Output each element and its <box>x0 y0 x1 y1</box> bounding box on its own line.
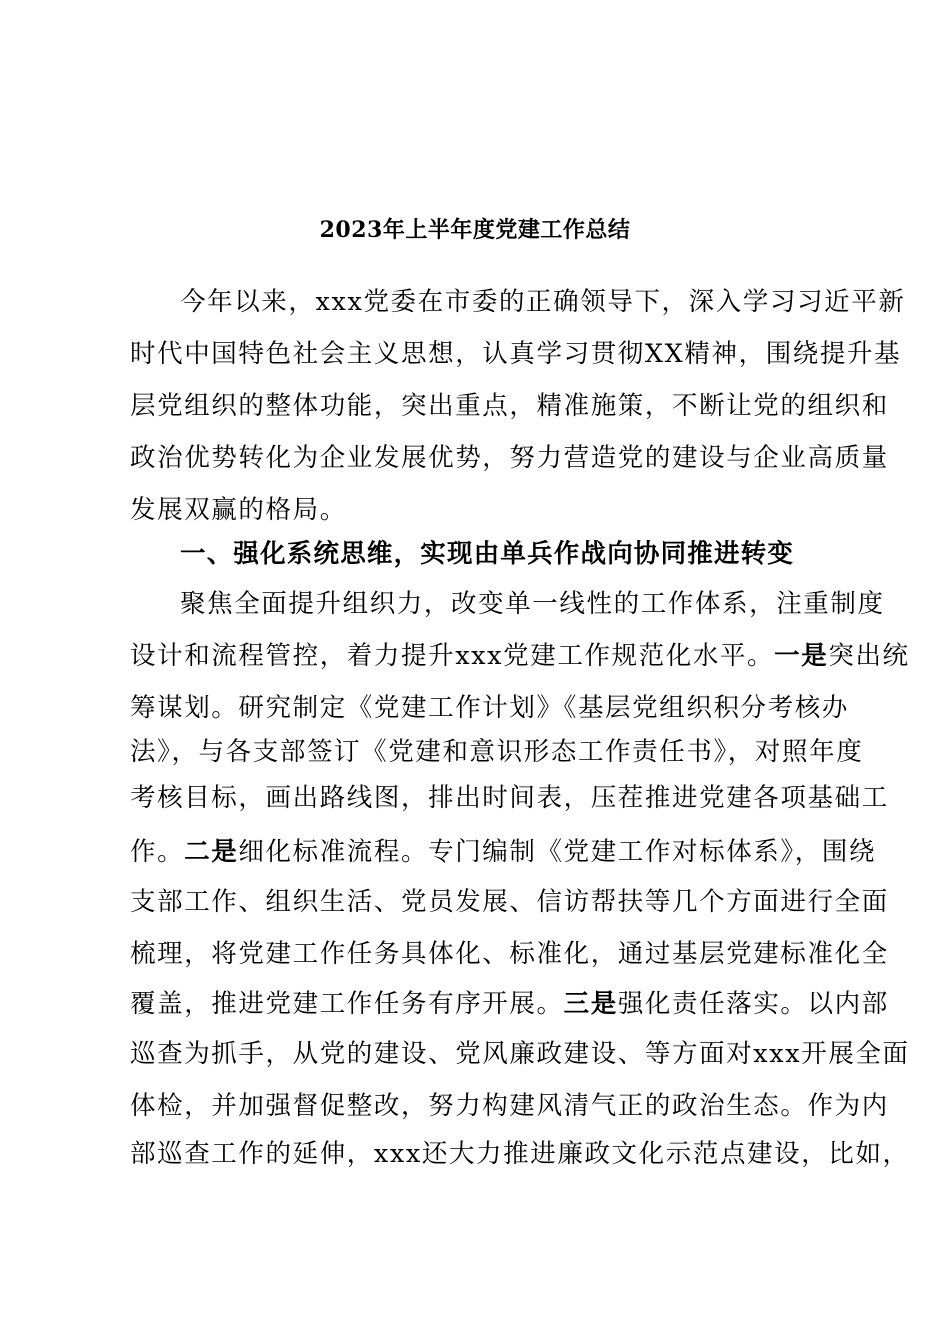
paragraph-line-9 <box>130 978 889 1030</box>
intro-line-3: 层党组织的整体功能，突出重点，精准施策，不断让党的组织和 <box>130 391 889 421</box>
text-run: 覆盖，推进党建工作任务有序开展。 <box>130 989 564 1019</box>
bold-marker-third: 三是 <box>563 989 618 1019</box>
text-run: 突出统 <box>828 641 910 671</box>
paragraph-line-3: 筹谋划。研究制定《党建工作计划》《基层党组织积分考核办 <box>130 693 849 723</box>
text-run: 设计和流程管控，着力提升xxx党建工作规范化水平。 <box>130 641 775 671</box>
text-run: 细化标准流程。专门编制《党建工作对标体系》，围绕 <box>238 837 877 867</box>
paragraph-line-10: 巡查为抓手，从党的建设、党风廉政建设、等方面对xxx开展全面 <box>130 1039 910 1069</box>
document-title: 2023年上半年度党建工作总结 <box>319 217 631 243</box>
text-run: 作。 <box>130 837 185 867</box>
bold-marker-second: 二是 <box>184 837 239 867</box>
intro-line-4: 政治优势转化为企业发展优势，努力营造党的建设与企业高质量 <box>130 443 889 473</box>
paragraph-line-8: 梳理，将党建工作任务具体化、标准化，通过基层党建标准化全 <box>130 939 889 969</box>
section-1-heading: 一、强化系统思维，实现由单兵作战向协同推进转变 <box>180 539 795 569</box>
paragraph-line-12: 部巡查工作的延伸，xxx还大力推进廉政文化示范点建设，比如， <box>130 1139 910 1169</box>
paragraph-line-5: 考核目标，画出路线图，排出时间表，压茬推进党建各项基础工 <box>130 783 889 813</box>
intro-line-5: 发展双赢的格局。 <box>130 495 347 525</box>
text-run: 强化责任落实。以内部 <box>617 989 889 1019</box>
intro-line-1: 今年以来，xxx党委在市委的正确领导下，深入学习习近平新 <box>180 287 906 317</box>
bold-marker-first: 一是 <box>774 641 829 671</box>
paragraph-line-6 <box>130 826 877 878</box>
paragraph-line-11: 体检，并加强督促整改，努力构建风清气正的政治生态。作为内 <box>130 1091 889 1121</box>
paragraph-line-1: 聚焦全面提升组织力，改变单一线性的工作体系，注重制度 <box>180 589 885 619</box>
paragraph-line-4: 法》，与各支部签订《党建和意识形态工作责任书》，对照年度 <box>130 737 864 767</box>
paragraph-line-2 <box>130 630 910 682</box>
paragraph-line-7: 支部工作、组织生活、党员发展、信访帮扶等几个方面进行全面 <box>130 887 889 917</box>
intro-line-2: 时代中国特色社会主义思想，认真学习贯彻XX精神，围绕提升基 <box>130 339 902 369</box>
